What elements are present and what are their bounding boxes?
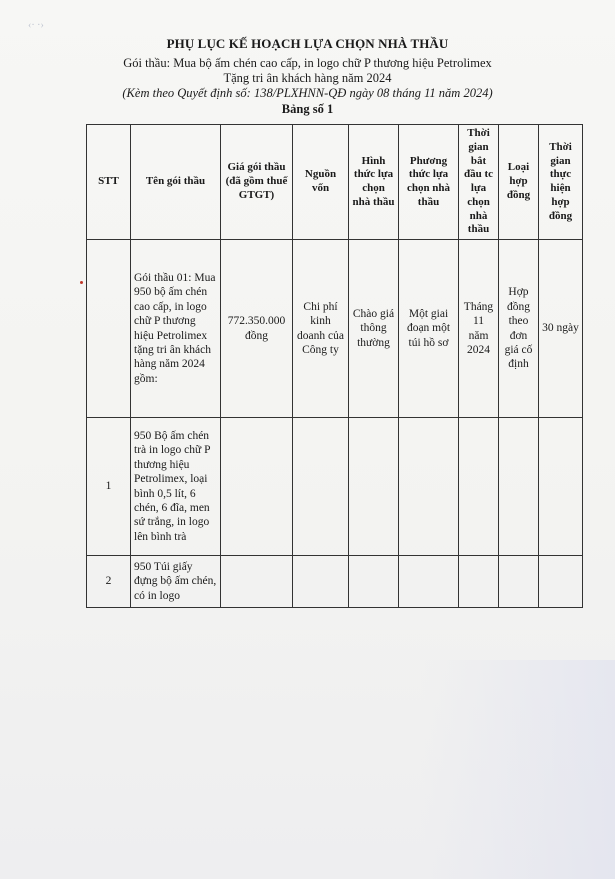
- table-number: Bảng số 1: [281, 102, 334, 116]
- header-method: Phương thức lựa chọn nhà thầu: [399, 125, 459, 240]
- cell-start: [459, 556, 499, 608]
- cell-price: 772.350.000 đồng: [221, 240, 293, 418]
- cell-method: [399, 556, 459, 608]
- package-line-1: Gói thầu: Mua bộ ấm chén cao cấp, in logo chữ P thương hiệu Petrolimex: [123, 56, 492, 70]
- cell-contract-type: [499, 556, 539, 608]
- cell-form: [349, 556, 399, 608]
- header-start: Thời gian bắt đầu tc lựa chọn nhà thầu: [459, 125, 499, 240]
- red-dot-mark: [80, 281, 83, 284]
- cell-form: [349, 418, 399, 556]
- decision-reference: (Kèm theo Quyết định số: 138/PLXHNN-QĐ ngày 08 tháng 11 năm 2024): [122, 86, 493, 100]
- scan-mark: ‹· ·›: [28, 20, 44, 31]
- cell-duration: 30 ngày: [539, 240, 583, 418]
- table-row: [87, 240, 583, 418]
- cell-contract-type: [499, 418, 539, 556]
- header-stt: STT: [87, 125, 131, 240]
- table-header-row: [87, 125, 583, 240]
- table-row: [87, 556, 583, 608]
- cell-name: 950 Túi giấy đựng bộ ấm chén, có in logo: [131, 556, 221, 608]
- cell-stt: [87, 240, 131, 418]
- package-line-2: Tặng tri ân khách hàng năm 2024: [223, 71, 392, 85]
- cell-duration: [539, 556, 583, 608]
- cell-name: Gói thầu 01: Mua 950 bộ ấm chén cao cấp, in logo chữ P thương hiệu Petrolimex tặng tri ân khách hàng năm 2024 gồm:: [131, 240, 221, 418]
- document-title: PHỤ LỤC KẾ HOẠCH LỰA CHỌN NHÀ THẦU: [166, 36, 449, 51]
- scan-shadow: [420, 660, 615, 879]
- cell-name: 950 Bộ ấm chén trà in logo chữ P thương hiệu Petrolimex, loại bình 0,5 lít, 6 chén, 6 đĩa, men sứ trắng, in logo lên bình trà: [131, 418, 221, 556]
- document-header: [0, 36, 615, 117]
- cell-source: [293, 418, 349, 556]
- cell-start: Tháng 11 năm 2024: [459, 240, 499, 418]
- header-duration: Thời gian thực hiện hợp đồng: [539, 125, 583, 240]
- cell-duration: [539, 418, 583, 556]
- cell-source: [293, 556, 349, 608]
- cell-stt: 1: [87, 418, 131, 556]
- header-name: Tên gói thầu: [131, 125, 221, 240]
- cell-stt: 2: [87, 556, 131, 608]
- cell-source: Chi phí kinh doanh của Công ty: [293, 240, 349, 418]
- cell-start: [459, 418, 499, 556]
- header-source: Nguồn vốn: [293, 125, 349, 240]
- cell-price: [221, 556, 293, 608]
- cell-method: Một giai đoạn một túi hồ sơ: [399, 240, 459, 418]
- header-contract-type: Loại hợp đồng: [499, 125, 539, 240]
- cell-price: [221, 418, 293, 556]
- header-form: Hình thức lựa chọn nhà thầu: [349, 125, 399, 240]
- table-row: [87, 418, 583, 556]
- cell-form: Chào giá thông thường: [349, 240, 399, 418]
- bidding-plan-table: [86, 124, 583, 608]
- cell-contract-type: Hợp đồng theo đơn giá cố định: [499, 240, 539, 418]
- cell-method: [399, 418, 459, 556]
- header-price: Giá gói thầu (đã gồm thuế GTGT): [221, 125, 293, 240]
